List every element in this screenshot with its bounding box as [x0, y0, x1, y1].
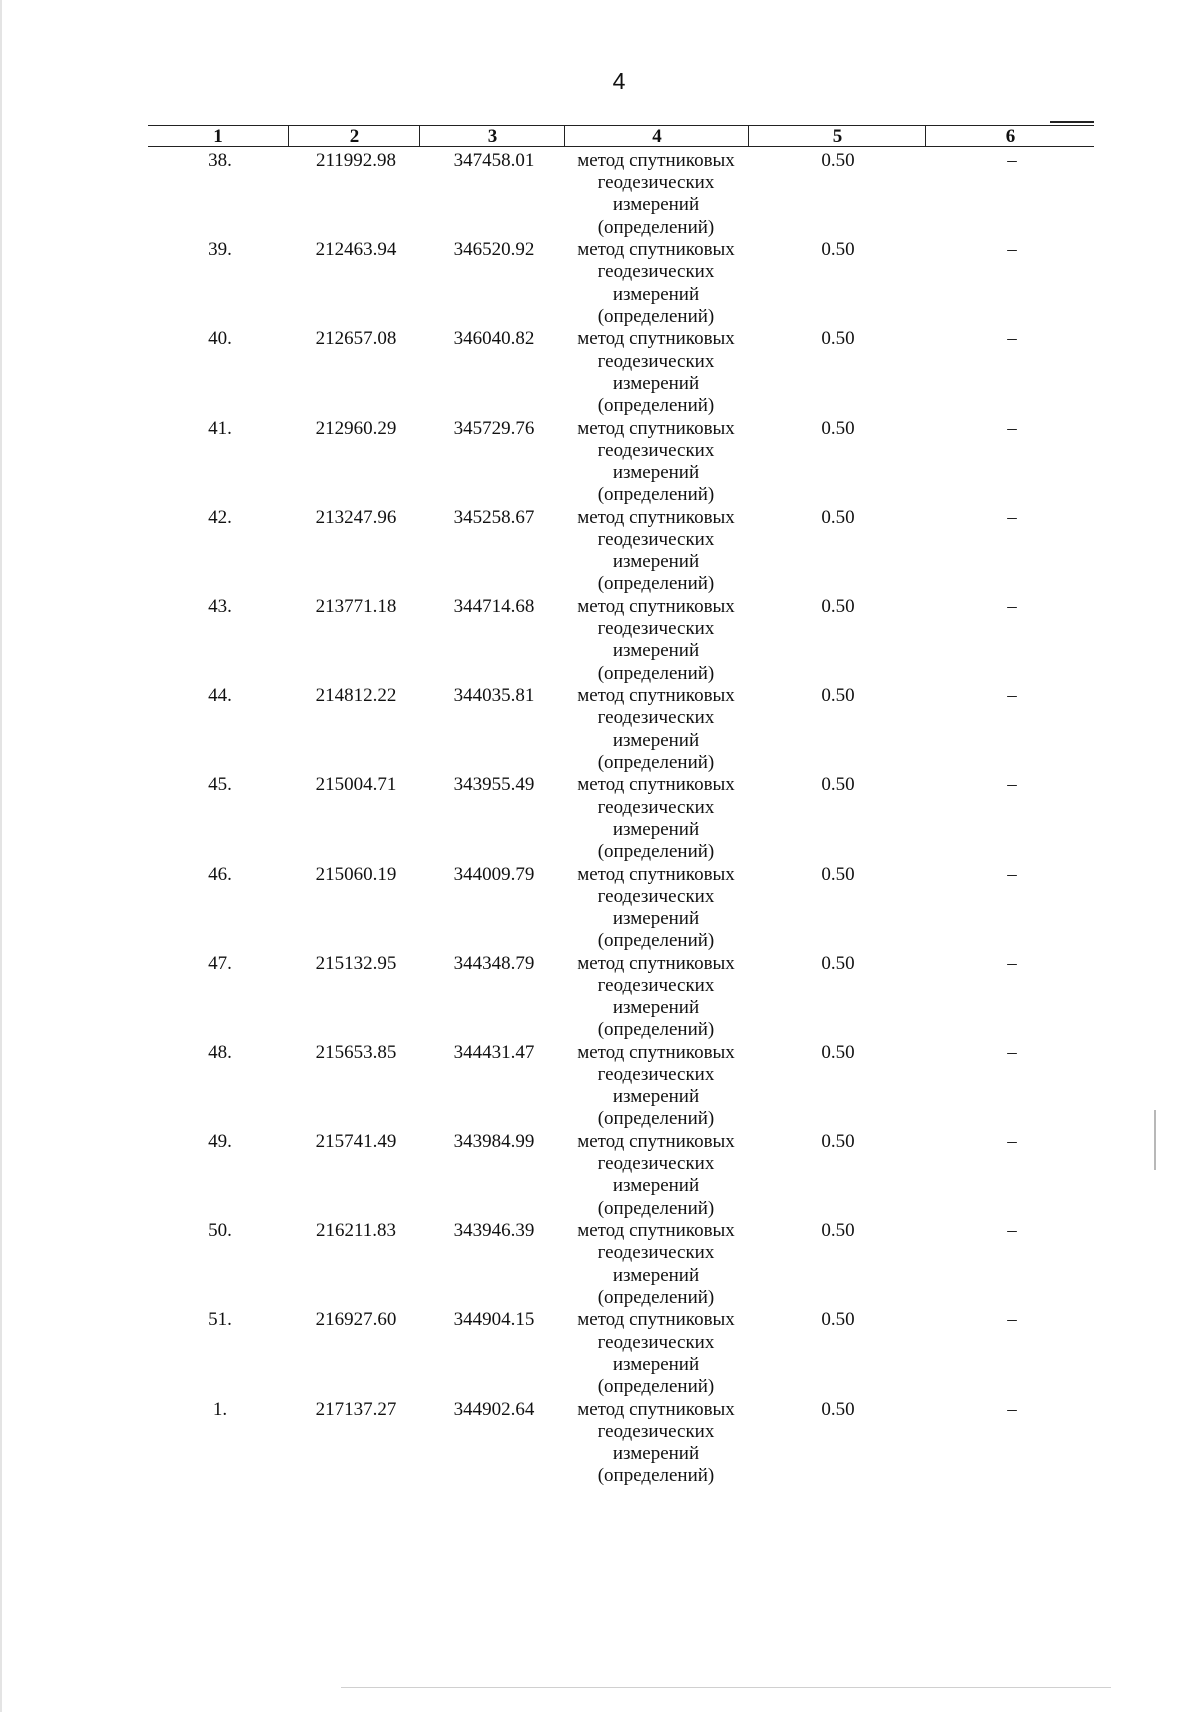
coordinate-x: 215060.19	[315, 863, 397, 885]
method-line: измерений	[612, 1264, 700, 1286]
table-row	[0, 1131, 1200, 1220]
row-number: 46.	[208, 863, 232, 885]
method-line: (определений)	[597, 751, 715, 773]
method-line: метод спутниковых	[577, 1309, 735, 1331]
description-value: –	[1007, 1398, 1017, 1420]
precision-value: 0.50	[821, 1131, 855, 1153]
description-value: –	[1007, 506, 1017, 528]
precision-value: 0.50	[821, 774, 855, 796]
method-text	[560, 418, 752, 507]
description-value: –	[1007, 1041, 1017, 1063]
coordinate-y: 347458.01	[453, 150, 535, 171]
method-line: геодезических	[597, 1242, 715, 1264]
description-value: –	[1007, 595, 1017, 617]
row-number: 41.	[208, 417, 232, 439]
coordinate-y: 344902.64	[453, 1398, 535, 1420]
method-line: измерений	[612, 997, 700, 1019]
method-line: (определений)	[597, 1376, 715, 1398]
scan-edge-right	[1154, 1110, 1156, 1170]
row-number: 51.	[208, 1309, 232, 1331]
precision-value: 0.50	[821, 685, 855, 707]
precision-value: 0.50	[821, 1398, 855, 1420]
coordinate-y: 345258.67	[453, 506, 535, 528]
header-cell-4: 4	[566, 126, 749, 146]
method-text	[560, 1042, 752, 1131]
method-text	[560, 774, 752, 863]
method-line: измерений	[612, 1086, 700, 1108]
method-line: метод спутниковых	[577, 506, 735, 528]
description-value: –	[1007, 417, 1017, 439]
method-line: геодезических	[597, 618, 715, 640]
method-line: измерений	[612, 194, 700, 216]
description-value: –	[1007, 1309, 1017, 1331]
method-line: метод спутниковых	[577, 774, 735, 796]
header-rule	[1050, 121, 1094, 123]
row-number: 43.	[208, 595, 232, 617]
table-row	[0, 239, 1200, 328]
method-line: (определений)	[597, 1465, 715, 1487]
coordinate-y: 344904.15	[453, 1309, 535, 1331]
row-number: 39.	[208, 239, 232, 261]
method-line: геодезических	[597, 885, 715, 907]
row-number: 45.	[208, 774, 232, 796]
precision-value: 0.50	[821, 863, 855, 885]
coordinate-y: 346520.92	[453, 239, 535, 261]
method-line: геодезических	[597, 439, 715, 461]
method-line: (определений)	[597, 1108, 715, 1130]
coordinate-y: 343955.49	[453, 774, 535, 796]
method-line: метод спутниковых	[577, 328, 735, 350]
method-text	[560, 507, 752, 596]
precision-value: 0.50	[821, 239, 855, 261]
precision-value: 0.50	[821, 328, 855, 350]
coordinate-y: 344009.79	[453, 863, 535, 885]
row-number: 49.	[208, 1131, 232, 1153]
coordinate-x: 216211.83	[315, 1220, 397, 1242]
method-line: метод спутниковых	[577, 417, 735, 439]
table-header	[148, 125, 1094, 147]
coordinate-x: 214812.22	[315, 685, 397, 707]
method-text	[560, 1131, 752, 1220]
coordinate-x: 212960.29	[315, 417, 397, 439]
row-number: 42.	[208, 506, 232, 528]
description-value: –	[1007, 239, 1017, 261]
method-line: геодезических	[597, 1153, 715, 1175]
method-line: измерений	[612, 640, 700, 662]
method-line: (определений)	[597, 573, 715, 595]
method-line: геодезических	[597, 172, 715, 194]
precision-value: 0.50	[821, 150, 855, 171]
method-line: (определений)	[597, 216, 715, 238]
precision-value: 0.50	[821, 417, 855, 439]
precision-value: 0.50	[821, 952, 855, 974]
method-line: измерений	[612, 1175, 700, 1197]
method-line: метод спутниковых	[577, 239, 735, 261]
header-cell-1: 1	[148, 126, 289, 146]
method-line: геодезических	[597, 1420, 715, 1442]
coordinate-x: 215741.49	[315, 1131, 397, 1153]
method-line: геодезических	[597, 707, 715, 729]
method-line: метод спутниковых	[577, 952, 735, 974]
method-line: (определений)	[597, 1019, 715, 1041]
description-value: –	[1007, 1131, 1017, 1153]
method-line: измерений	[612, 1443, 700, 1465]
method-line: измерений	[612, 907, 700, 929]
table-row	[0, 1399, 1200, 1488]
description-value: –	[1007, 1220, 1017, 1242]
method-text	[560, 1399, 752, 1488]
method-line: геодезических	[597, 1331, 715, 1353]
method-line: измерений	[612, 818, 700, 840]
method-text	[560, 1220, 752, 1309]
coordinate-x: 216927.60	[315, 1309, 397, 1331]
table-body	[0, 150, 1200, 1488]
scan-edge-bottom	[341, 1687, 1111, 1688]
method-text	[560, 328, 752, 417]
coordinate-x: 211992.98	[315, 150, 397, 171]
method-text	[560, 150, 752, 239]
coordinate-y: 345729.76	[453, 417, 535, 439]
method-text	[560, 1309, 752, 1398]
coordinate-y: 346040.82	[453, 328, 535, 350]
coordinate-y: 344035.81	[453, 685, 535, 707]
method-line: (определений)	[597, 394, 715, 416]
header-cell-2: 2	[290, 126, 420, 146]
method-line: геодезических	[597, 350, 715, 372]
page-number: 4	[612, 68, 626, 94]
method-line: (определений)	[597, 484, 715, 506]
coordinate-y: 344431.47	[453, 1041, 535, 1063]
coordinate-x: 215653.85	[315, 1041, 397, 1063]
precision-value: 0.50	[821, 1041, 855, 1063]
coordinate-x: 212657.08	[315, 328, 397, 350]
row-number: 1.	[212, 1398, 228, 1420]
description-value: –	[1007, 328, 1017, 350]
table-row	[0, 418, 1200, 507]
table-row	[0, 1309, 1200, 1398]
row-number: 38.	[208, 150, 232, 171]
description-value: –	[1007, 150, 1017, 171]
method-line: измерений	[612, 283, 700, 305]
method-line: (определений)	[597, 305, 715, 327]
method-line: метод спутниковых	[577, 685, 735, 707]
description-value: –	[1007, 685, 1017, 707]
precision-value: 0.50	[821, 506, 855, 528]
table-row	[0, 774, 1200, 863]
coordinate-x: 212463.94	[315, 239, 397, 261]
table-row	[0, 685, 1200, 774]
table-row	[0, 150, 1200, 239]
table-row	[0, 1042, 1200, 1131]
method-text	[560, 864, 752, 953]
header-cell-6: 6	[1005, 126, 1016, 147]
description-value: –	[1007, 774, 1017, 796]
method-line: (определений)	[597, 1286, 715, 1308]
table-row	[0, 596, 1200, 685]
method-line: геодезических	[597, 528, 715, 550]
method-line: геодезических	[597, 796, 715, 818]
description-value: –	[1007, 863, 1017, 885]
method-text	[560, 685, 752, 774]
coordinate-y: 344348.79	[453, 952, 535, 974]
method-line: метод спутниковых	[577, 1131, 735, 1153]
method-line: геодезических	[597, 1064, 715, 1086]
coordinate-x: 215132.95	[315, 952, 397, 974]
coordinate-y: 344714.68	[453, 595, 535, 617]
scan-edge	[0, 0, 2, 1712]
method-line: метод спутниковых	[577, 1398, 735, 1420]
method-text	[560, 239, 752, 328]
header-cell-3: 3	[421, 126, 565, 146]
method-text	[560, 596, 752, 685]
coordinate-x: 213771.18	[315, 595, 397, 617]
row-number: 50.	[208, 1220, 232, 1242]
coordinate-x: 213247.96	[315, 506, 397, 528]
method-line: метод спутниковых	[577, 595, 735, 617]
method-line: метод спутниковых	[577, 863, 735, 885]
coordinate-y: 343984.99	[453, 1131, 535, 1153]
row-number: 44.	[208, 685, 232, 707]
method-line: измерений	[612, 729, 700, 751]
method-line: измерений	[612, 1353, 700, 1375]
method-line: геодезических	[597, 974, 715, 996]
coordinate-x: 215004.71	[315, 774, 397, 796]
description-value: –	[1007, 952, 1017, 974]
method-line: метод спутниковых	[577, 1220, 735, 1242]
method-line: геодезических	[597, 261, 715, 283]
row-number: 48.	[208, 1041, 232, 1063]
method-line: (определений)	[597, 662, 715, 684]
table-row	[0, 864, 1200, 953]
method-line: метод спутниковых	[577, 150, 735, 171]
coordinate-x: 217137.27	[315, 1398, 397, 1420]
table-row	[0, 1220, 1200, 1309]
precision-value: 0.50	[821, 1220, 855, 1242]
method-line: измерений	[612, 461, 700, 483]
method-line: измерений	[612, 551, 700, 573]
row-number: 47.	[208, 952, 232, 974]
table-row	[0, 953, 1200, 1042]
method-line: (определений)	[597, 840, 715, 862]
header-cell-5: 5	[750, 126, 926, 146]
table-row	[0, 328, 1200, 417]
row-number: 40.	[208, 328, 232, 350]
coordinate-y: 343946.39	[453, 1220, 535, 1242]
method-line: метод спутниковых	[577, 1041, 735, 1063]
method-text	[560, 953, 752, 1042]
table-row	[0, 507, 1200, 596]
method-line: измерений	[612, 372, 700, 394]
precision-value: 0.50	[821, 595, 855, 617]
method-line: (определений)	[597, 930, 715, 952]
precision-value: 0.50	[821, 1309, 855, 1331]
method-line: (определений)	[597, 1197, 715, 1219]
